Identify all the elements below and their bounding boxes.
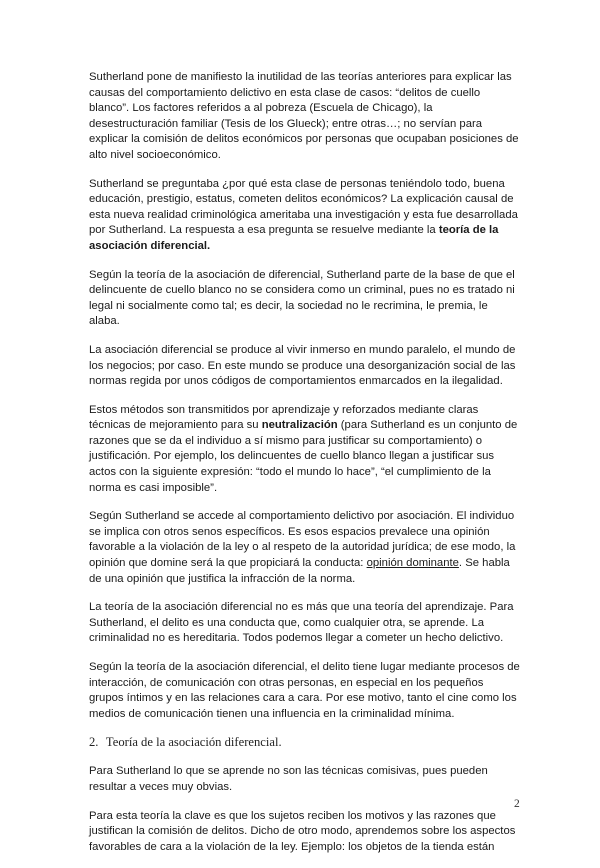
paragraph-6-text-b: . Se habla de una opinión que justifica la infracción de la norma. — [89, 557, 510, 585]
paragraph-2-bold: teoría de la asociación diferencial. — [89, 224, 499, 252]
paragraph-1: Sutherland pone de manifiesto la inutilidad de las teorías anteriores para explicar las causas del comportamiento delictivo en esta clase de casos: “delitos de cuello blanco”. Los factores referidos a al pobreza (Escuela de Chicago), la desestructuración familiar (Tesis de los Glueck); entre otras…; no servían para explicar la comisión de delitos económicos por personas que ocupaban posiciones de alto nivel socioeconómico. — [89, 71, 519, 161]
paragraph-2-text: Sutherland se preguntaba ¿por qué esta clase de personas teniéndolo todo, buena educación, prestigio, estatus, cometen delitos económicos? La explicación causal de esta nueva realidad criminológica ameritaba una investigación y esta fue desarrollada por Sutherland. La respuesta a esa pregunta se resuelve mediante la — [89, 177, 518, 237]
section-heading — [89, 735, 521, 750]
paragraph-9: Para Sutherland lo que se aprende no son las técnicas comisivas, pues pueden resultar a veces muy obvias. — [89, 765, 488, 793]
paragraph-6-text-a: Según Sutherland se accede al comportamiento delictivo por asociación. El individuo se implica con otros senos específicos. Es esos espacios prevalece una opinión favorable a la violación de la ley o al respeto de la autoridad jurídica; de ese modo, la opinión que domine será la que propiciará la conducta: — [89, 510, 516, 570]
paragraph-7: La teoría de la asociación diferencial no es más que una teoría del aprendizaje. Para Sutherland, el delito es una conducta que, como cualquier otra, se aprende. La criminalidad no es hereditaria. Todos podemos llegar a cometer un hecho delictivo. — [89, 601, 514, 645]
paragraph-5 — [89, 403, 521, 497]
paragraph-8: Según la teoría de la asociación diferencial, el delito tiene lugar mediante procesos de interacción, de comunicación con otras personas, en especial en los pequeños grupos íntimos y en las relaciones cara a cara. Por ese motivo, tanto el cine como los medios de comunicación tienen una influencia en la criminalidad mínima. — [89, 661, 520, 720]
paragraph-5-bold: neutralización — [261, 419, 338, 432]
section-number: 2. — [89, 735, 99, 750]
paragraph-6-underline: opinión dominante — [366, 557, 459, 570]
section-title: Teoría de la asociación diferencial. — [105, 735, 282, 750]
paragraph-6 — [89, 509, 521, 587]
paragraph-5-text-a: Estos métodos son transmitidos por aprendizaje y reforzados mediante claras técnicas de mejoramiento para su — [89, 403, 479, 432]
paragraph-4: La asociación diferencial se produce al vivir inmerso en mundo paralelo, el mundo de los negocios; por caso. En este mundo se produce una desorganización social de las normas regida por unos códigos de comportamientos enmarcados en la ilegalidad. — [89, 343, 516, 388]
paragraph-2 — [89, 177, 521, 255]
paragraph-3: Según la teoría de la asociación de diferencial, Sutherland parte de la base de que el delincuente de cuello blanco no se considera como un criminal, pues no es tratado ni legal ni socialmente como tal; es decir, la sociedad no le recrimina, le premia, le alaba. — [89, 268, 515, 328]
paragraph-10: Para esta teoría la clave es que los sujetos reciben los motivos y las razones que justifican la comisión de delitos. Dicho de otro modo, aprendemos sobre los aspectos favorables de cara a la violación de la ley. Ejemplo: los objetos de la tienda están — [89, 809, 516, 853]
paragraph-5-text-b: (para Sutherland es un conjunto de razones que se da el individuo a sí mismo para justificar su comportamiento) o justificación. Por ejemplo, los delincuentes de cuello blanco llegan a justificar sus actos con la siguiente expresión: “todo el mundo lo hace”, “el cumplimiento de la norma es casi imposible”. — [89, 419, 518, 494]
page-number: 2 — [514, 798, 520, 810]
document-page — [89, 70, 521, 868]
